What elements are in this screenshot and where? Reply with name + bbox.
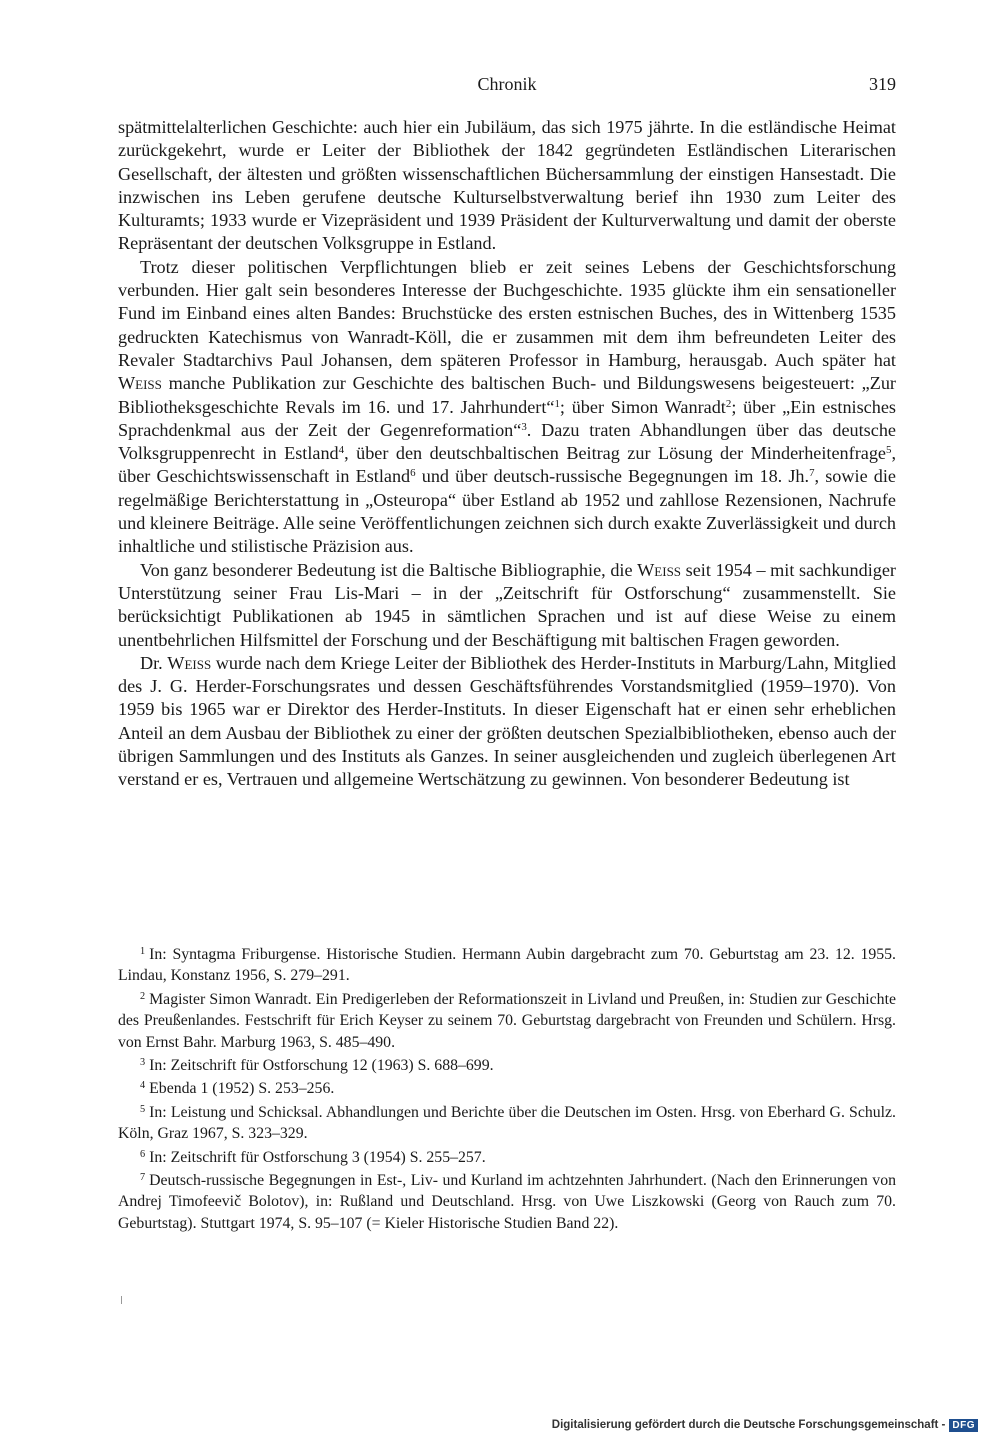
text-run: Dr. (140, 652, 168, 673)
footnote-reference: 5 (886, 444, 892, 457)
running-title: Chronik (477, 74, 537, 94)
footnote-reference: 3 (521, 420, 527, 433)
funding-footer (552, 1416, 978, 1434)
footnote-text: Deutsch-russische Begegnungen in Est-, Liv- und Kurland im achtzehnten Jahrhundert. (Nach den Erinnerungen von Andrej Timofeevič Bolotov), in: Rußland und Deutschland. Hrsg. von Uwe Liszkowski (Georg von Rauch zum 70. Geburtstag). Stuttgart 1974, S. 95–107 (= Kieler Historische Studien Band 22). (118, 1172, 896, 1232)
text-run: , sowie die regelmäßige Berichterstattung in „Osteuropa“ über Estland ab 1952 und zahllose Rezensionen, Nachrufe und kleinere Beiträge. Alle seine Veröffentlichungen zeichnen sich durch exakte Zuverlässigkeit und durch inhaltliche und stilistische Präzision aus. (118, 466, 896, 557)
footnote (118, 1078, 896, 1099)
author-name: Weiss (118, 373, 162, 394)
footnote-text: In: Syntagma Friburgense. Historische Studien. Hermann Aubin dargebracht zum 70. Geburtstag am 23. 12. 1955. Lindau, Konstanz 1956, S. 279–291. (118, 946, 896, 985)
footnote-number: 5 (140, 1103, 146, 1115)
footnote-text: Magister Simon Wanradt. Ein Predigerleben der Reformationszeit in Livland und Preußen, in: Studien zur Geschichte des Preußenlandes. Festschrift für Erich Keyser zu seinem 70. Geburtstag dargebracht von Freunden und Schülern. Hrsg. von Ernst Bahr. Marburg 1963, S. 485–490. (118, 990, 896, 1051)
footnote-reference: 2 (725, 397, 732, 410)
footnote-text: In: Leistung und Schicksal. Abhandlungen und Berichte über die Deutschen im Osten. Hrsg. von Eberhard G. Schulz. Köln, Graz 1967, S. 323–329. (118, 1103, 896, 1143)
body-paragraph (118, 559, 896, 652)
scan-artifact (121, 1296, 122, 1304)
footnote (118, 1055, 896, 1076)
text-run: ; über „Ein estnisches Sprachdenkmal aus der Zeit der Gegenreformation“ (118, 396, 896, 440)
author-name: Weiss (167, 652, 212, 673)
footnote-number: 6 (140, 1148, 146, 1160)
footnote-reference: 7 (809, 467, 815, 480)
footnote-reference: 1 (554, 397, 560, 410)
footnote (118, 989, 896, 1053)
body-paragraph (118, 652, 896, 792)
text-run: wurde nach dem Kriege Leiter der Bibliothek des Herder-Instituts in Marburg/Lahn, Mitglied des J. G. Herder-Forschungsrates und dessen Geschäftsführendes Vorstandsmitglied (1959–1970). Von 1959 bis 1965 war er Direktor des Herder-Instituts. In dieser Eigenschaft hat er einen sehr erheblichen Anteil an dem Ausbau der Bibliothek zu einer der größten deutschen Spezialbibliotheken, ebenso auch der übrigen Sammlungen und des Instituts als Ganzes. In seiner ausgleichenden und zugleich überlegenen Art verstand er es, Vertrauen und allgemeine Wertschätzung zu gewinnen. Von besonderer Bedeutung ist (118, 652, 896, 790)
footnote-text: In: Zeitschrift für Ostforschung 3 (1954) S. 255–257. (149, 1148, 486, 1166)
funding-text: Digitalisierung gefördert durch die Deutsche Forschungsgemeinschaft - (551, 1419, 946, 1431)
footnote-text: In: Zeitschrift für Ostforschung 12 (1963) S. 688–699. (149, 1057, 494, 1075)
footnote-reference: 6 (410, 467, 416, 480)
body-paragraph (118, 256, 896, 559)
footnote (118, 1102, 896, 1145)
footnote-number: 4 (140, 1080, 146, 1092)
text-run: , über den deutschbaltischen Beitrag zur Lösung der Minderheitenfrage (344, 443, 886, 464)
running-header (118, 74, 896, 98)
text-run: und über deutsch-russische Begegnungen im 18. Jh. (415, 466, 810, 487)
text-run: manche Publikation zur Geschichte des baltischen Buch- und Bildungswesens beigesteuert: „Zur Bibliotheksgeschichte Revals im 16. und 17. Jahrhundert“ (118, 373, 896, 417)
body-text (118, 116, 896, 792)
footnote (118, 1147, 896, 1168)
text-run: , über Geschichtswissenschaft in Estland (118, 443, 896, 487)
dfg-logo: DFG (949, 1419, 978, 1432)
footnote (118, 1170, 896, 1234)
text-run: Trotz dieser politischen Verpflichtungen blieb er zeit seines Lebens der Geschichtsforschung verbunden. Hier galt sein besonderes Interesse der Buchgeschichte. 1935 glückte ihm ein sensationeller Fund im Einband eines alten Bandes: Bruchstücke des ersten estnischen Buches, des in Wittenberg 1535 gedruckten Katechismus von Wanradt-Köll, die er zusammen mit dem ihm befreundeten Leiter des Revaler Stadtarchivs Paul Johansen, dem späteren Professor in Hamburg, herausgab. Auch später hat (118, 256, 896, 370)
body-paragraph (118, 116, 896, 256)
footnote-number: 2 (140, 990, 146, 1002)
footnotes (118, 944, 896, 1236)
footnote-number: 1 (140, 945, 146, 957)
text-run: seit 1954 – mit sachkundiger Unterstützung seiner Frau Lis-Mari – in der „Zeitschrift für Ostforschung“ zusammenstellt. Sie berücksichtigt Publikationen ab 1945 in sämtlichen Sprachen und ist auf diese Weise zu einem unentbehrlichen Hilfsmittel der Forschung und der Beschäftigung mit baltischen Fragen geworden. (118, 559, 896, 650)
page-number: 319 (869, 74, 896, 94)
text-run: . Dazu traten Abhandlungen über das deutsche Volksgruppenrecht in Estland (118, 419, 896, 464)
footnote-reference: 4 (338, 444, 345, 457)
text-run: ; über Simon Wanradt (559, 396, 726, 417)
footnote-number: 7 (140, 1171, 146, 1183)
text-run: Von ganz besonderer Bedeutung ist die Baltische Bibliographie, die (140, 559, 638, 580)
author-name: Weiss (637, 559, 682, 580)
footnote-text: Ebenda 1 (1952) S. 253–256. (149, 1080, 335, 1098)
footnote-number: 3 (140, 1056, 146, 1068)
text-run: spätmittelalterlichen Geschichte: auch hier ein Jubiläum, das sich 1975 jährte. In die estländische Heimat zurückgekehrt, wurde er Leiter der Bibliothek der 1842 gegründeten Estländischen Literarischen Gesellschaft, der ältesten und größten wissenschaftlichen Büchersammlung der einstigen Hansestadt. Die inzwischen ins Leben gerufene deutsche Kulturselbstverwaltung berief ihn 1930 zum Leiter des Kulturamts; 1933 wurde er Vizepräsident und 1939 Präsident der Kulturverwaltung und damit der oberste Repräsentant der deutschen Volksgruppe in Estland. (118, 117, 896, 254)
footnote (118, 944, 896, 987)
